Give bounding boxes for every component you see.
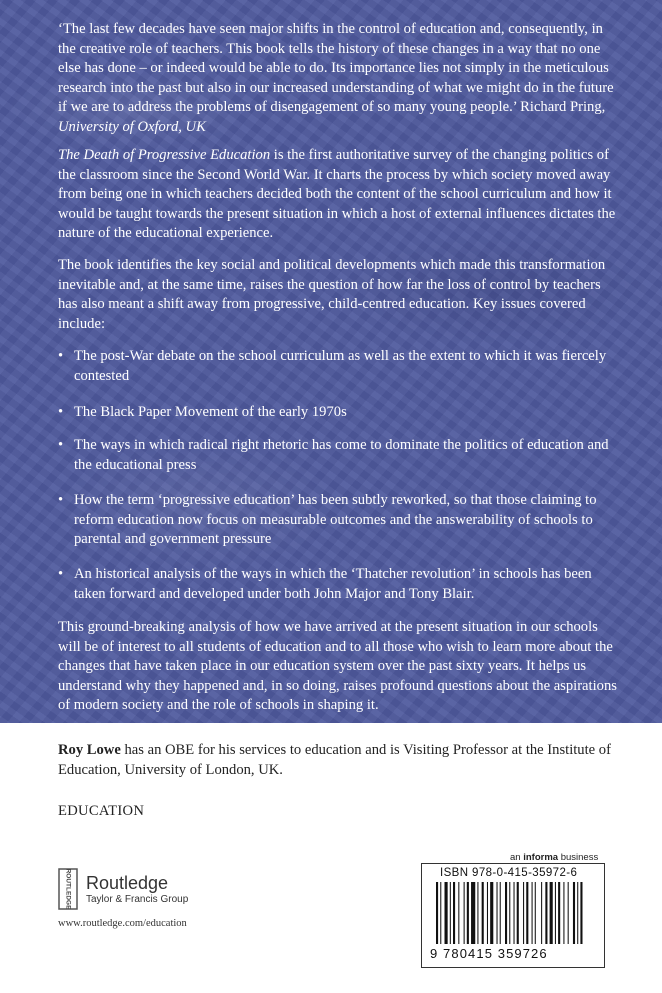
publisher-website: www.routledge.com/education	[58, 918, 187, 929]
informa-tagline: an informa business	[510, 852, 599, 863]
bullet-icon: •	[58, 348, 64, 364]
quote-text: ‘The last few decades have seen major shifts in the control of education and, consequently, in the creative role of teachers. This book tells the history of these changes in a way that no one else has done – or indeed would be able to do. Its importance lies not simply in the meticulous research into the past but also in our increased understanding of what we might do in the future if we are to address the problems of disengagement of so many young people.’	[58, 21, 614, 115]
publisher-name: Routledge	[86, 872, 169, 893]
bullet-icon: •	[58, 404, 64, 420]
publisher-logo	[58, 868, 188, 910]
key-issue-item: • An historical analysis of the ways in which the ‘Thatcher revolution’ in schools has been taken forward and developed under both John Major and Tony Blair.	[58, 566, 592, 602]
bullet-icon: •	[58, 566, 64, 582]
author-bio	[58, 741, 618, 780]
svg-text:ROUTLEDGE: ROUTLEDGE	[64, 868, 72, 910]
barcode-bars	[436, 882, 590, 948]
isbn-label: ISBN 978-0-415-35972-6	[440, 867, 578, 879]
routledge-logo-icon	[58, 868, 78, 910]
barcode-digits: 9 780415 359726	[430, 946, 548, 961]
key-issue-item: • The post-War debate on the school curriculum as well as the extent to which it was fiercely contested	[58, 348, 607, 384]
key-issue-item: • How the term ‘progressive education’ has been subtly reworked, so that those claiming to reform education now focus on measurable outcomes and the answerability of schools to parental and government pressure	[58, 492, 597, 547]
quote-affiliation: University of Oxford, UK	[58, 118, 206, 135]
publisher-group: Taylor & Francis Group	[86, 893, 189, 905]
subject-category: EDUCATION	[58, 803, 145, 819]
description-paragraph-2: The book identifies the key social and political developments which made this transformation inevitable and, at the same time, raises the question of how far the loss of control by teachers has also meant a shift away from progressive, child-centred education. Key issues covered include:	[58, 257, 606, 332]
description-paragraph-1	[58, 146, 618, 244]
author-name: Roy Lowe	[58, 742, 121, 758]
isbn-barcode	[421, 863, 605, 968]
quote-author: Richard Pring,	[520, 99, 606, 115]
description-paragraph-1-text: is the first authoritative survey of the changing politics of the classroom since the Second World War. It charts the process by which society moved away from being one in which teachers decided both the content of the school curriculum and how it would be taught towards the present situation in which a host of external influences dictates the nature of the educational experience.	[58, 147, 616, 241]
author-bio-text: has an OBE for his services to education and is Visiting Professor at the Institute of Education, University of London, UK.	[58, 742, 611, 778]
bullet-icon: •	[58, 492, 64, 508]
description-paragraph-3: This ground-breaking analysis of how we have arrived at the present situation in our schools will be of interest to all students of education and to all those who wish to learn more about the changes that have taken place in our education system over the past sixty years. It helps us understand why they happened and, in so doing, raises profound questions about the aspirations of modern society and the role of schools in shaping it.	[58, 619, 617, 713]
bullet-icon: •	[58, 437, 64, 453]
book-title: The Death of Progressive Education	[58, 147, 271, 163]
key-issue-item: • The ways in which radical right rhetoric has come to dominate the politics of education and the educational press	[58, 437, 609, 473]
endorsement-quote	[58, 20, 618, 137]
key-issue-item: • The Black Paper Movement of the early 1970s	[58, 403, 618, 423]
